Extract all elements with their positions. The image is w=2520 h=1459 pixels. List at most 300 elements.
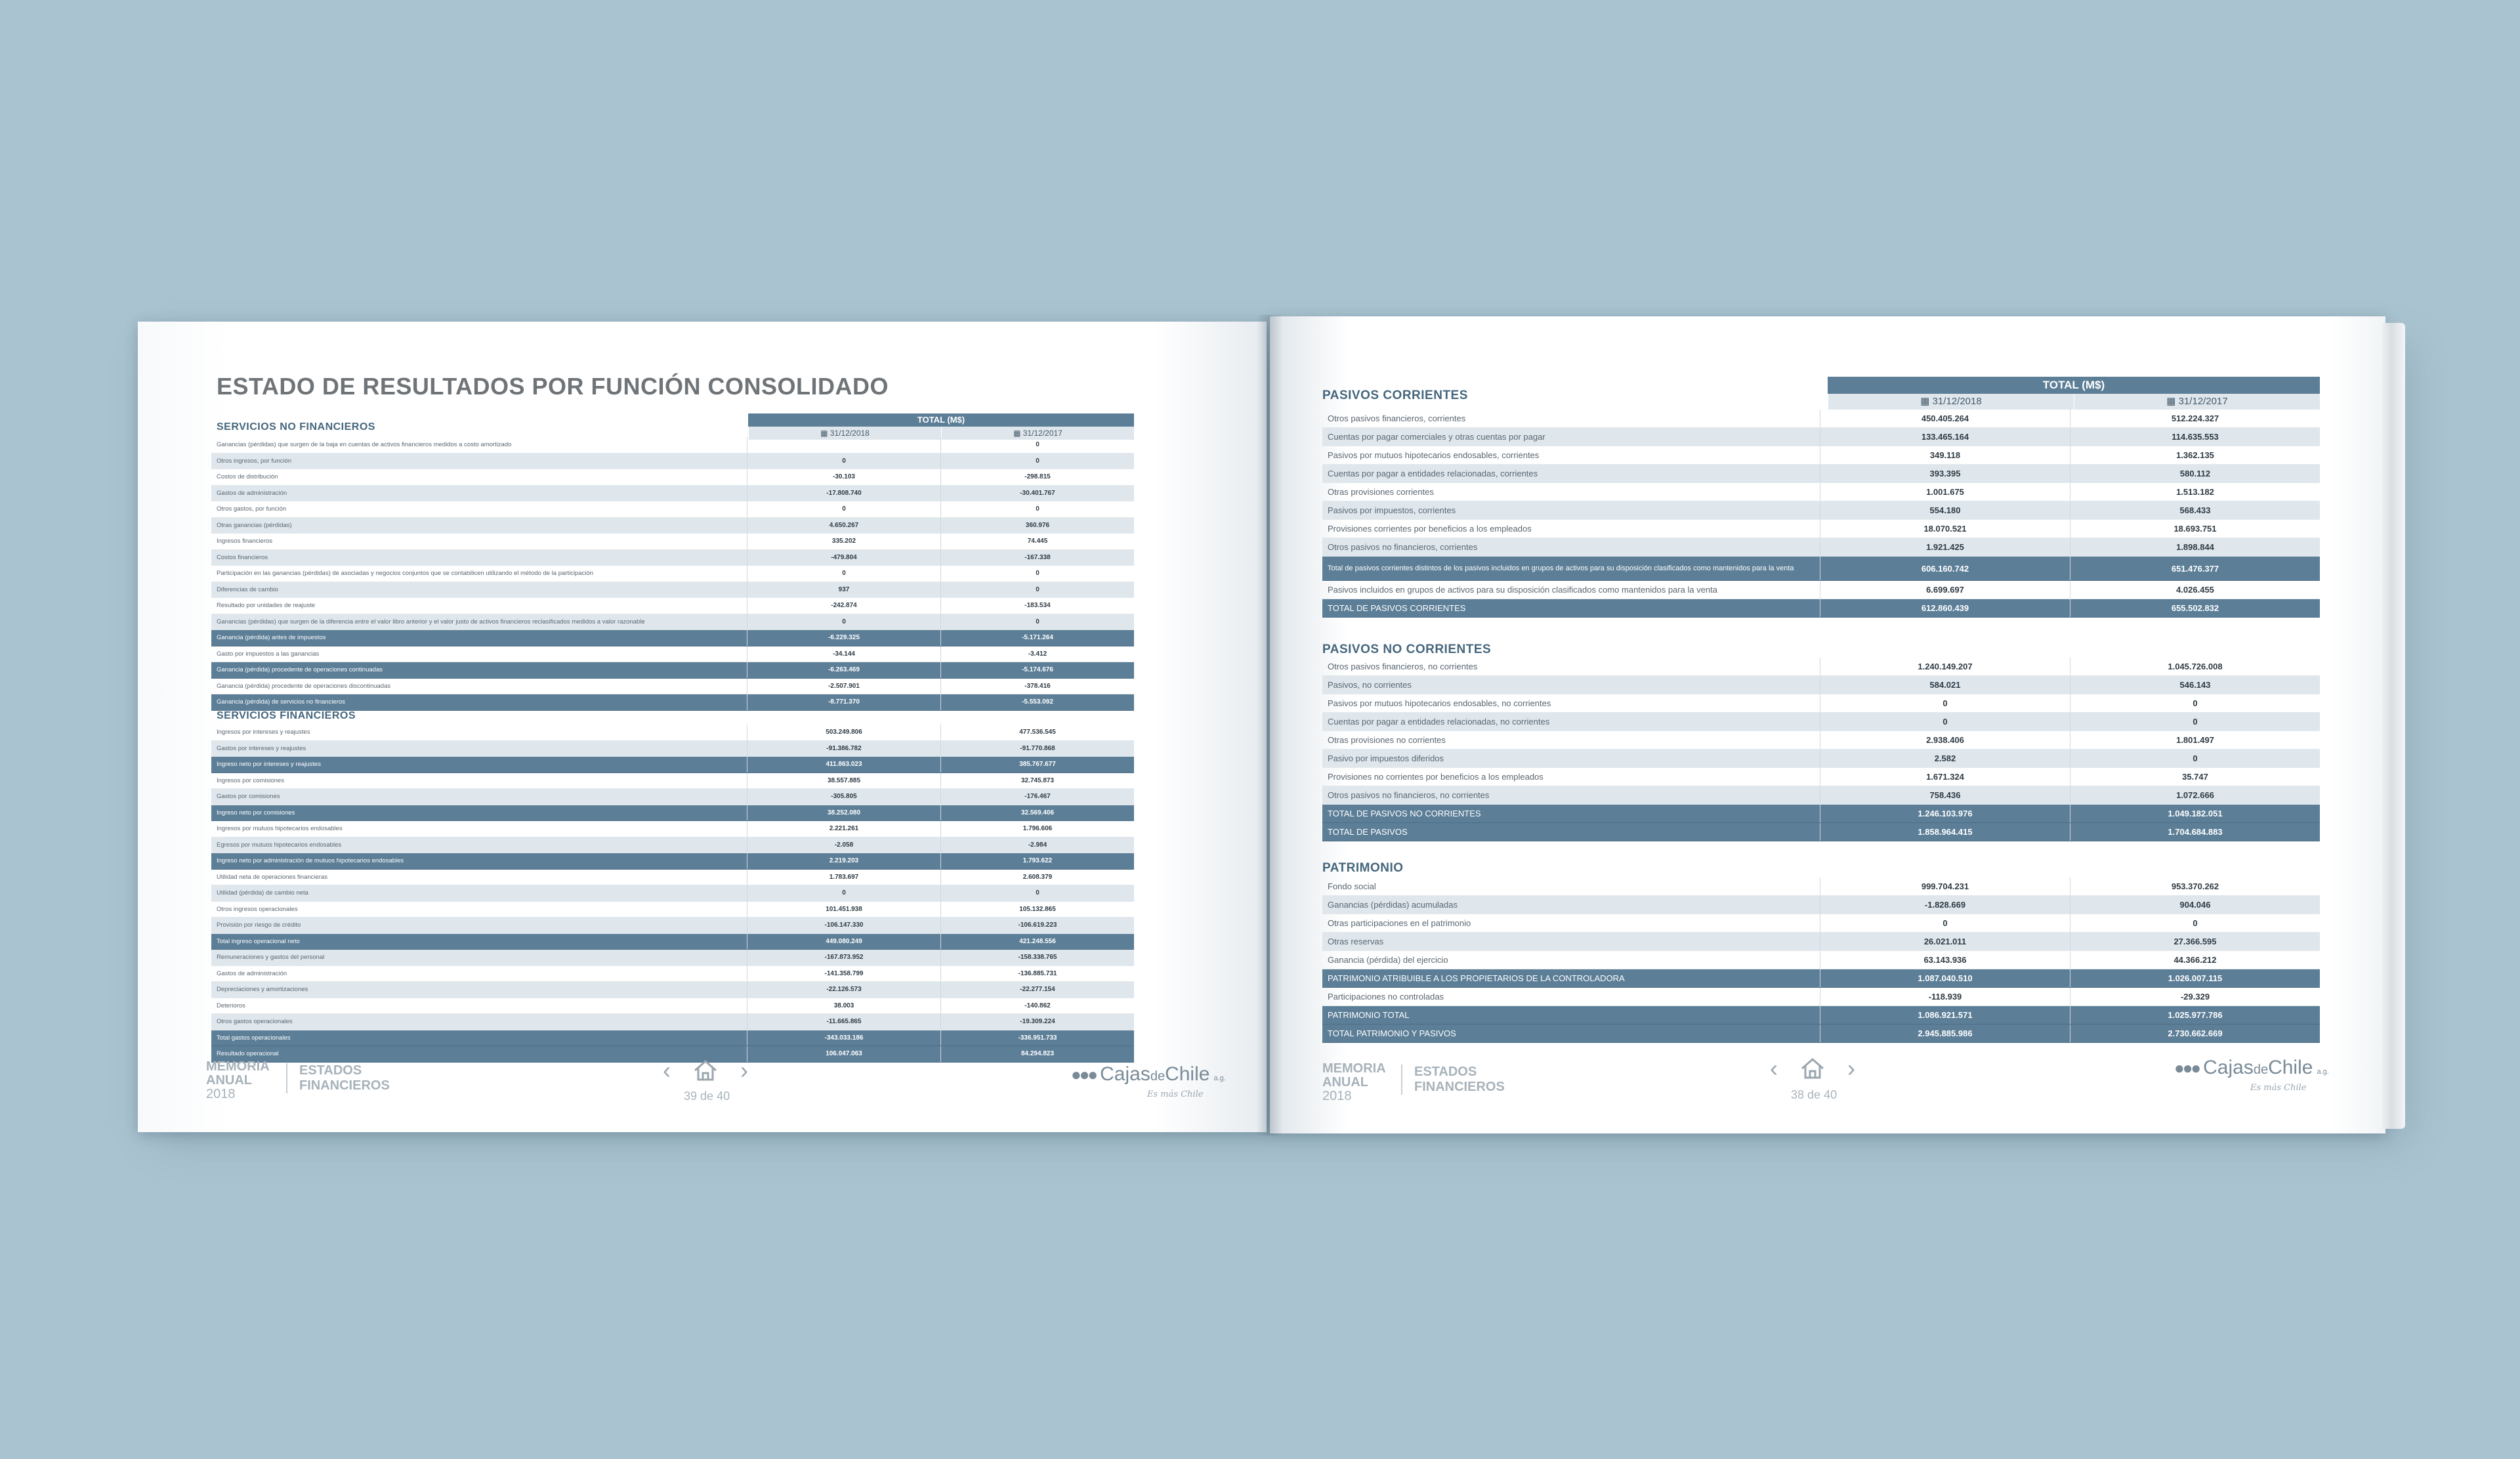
cajas-de-chile-logo: ●●● CajasdeChile a.g. xyxy=(1071,1063,1226,1085)
value-2017: 1.049.182.051 xyxy=(2070,805,2320,822)
value-2017: -30.401.767 xyxy=(940,486,1134,501)
value-2017: -158.338.765 xyxy=(940,950,1134,965)
value-2018: -30.103 xyxy=(747,469,940,485)
table-row xyxy=(211,1030,1134,1047)
value-2017: 512.224.327 xyxy=(2070,410,2320,427)
value-2018: 1.671.324 xyxy=(1820,768,2070,786)
row-label: Gastos por comisiones xyxy=(217,793,280,801)
table-row xyxy=(211,662,1134,679)
right-page xyxy=(1270,316,2385,1133)
row-label: Ganancias (pérdidas) acumuladas xyxy=(1328,900,1458,910)
table-row xyxy=(1322,658,2320,676)
section-pasivos-no-corrientes: PASIVOS NO CORRIENTES xyxy=(1322,643,1492,656)
value-2017: -22.277.154 xyxy=(940,982,1134,998)
value-2018: 4.650.267 xyxy=(747,518,940,534)
row-label: Otras participaciones en el patrimonio xyxy=(1328,918,1471,928)
row-label: Gastos por intereses y reajustes xyxy=(217,744,306,752)
value-2017: 0 xyxy=(940,454,1134,469)
row-label: PATRIMONIO TOTAL xyxy=(1328,1010,1410,1020)
row-label: Utilidad neta de operaciones financieras xyxy=(217,873,327,881)
row-label: Ingresos por mutuos hipotecarios endosables xyxy=(217,825,343,833)
page-number: 39 de 40 xyxy=(684,1089,730,1103)
value-2017: -5.174.676 xyxy=(940,662,1134,678)
row-label: Resultado por unidades de reajuste xyxy=(217,602,315,610)
value-2017: -91.770.868 xyxy=(940,741,1134,757)
value-2017: 953.370.262 xyxy=(2070,878,2320,895)
row-label: Otras provisiones no corrientes xyxy=(1328,735,1446,745)
value-2018: 612.860.439 xyxy=(1820,599,2070,617)
row-label: Ingresos por intereses y reajustes xyxy=(217,729,310,736)
value-2017: 1.072.666 xyxy=(2070,786,2320,804)
table-row xyxy=(1322,914,2320,933)
table-row xyxy=(211,486,1134,502)
row-label: Pasivo por impuestos diferidos xyxy=(1328,753,1444,763)
row-label: PATRIMONIO ATRIBUIBLE A LOS PROPIETARIOS DE LA CONTROLADORA xyxy=(1328,973,1625,983)
page-nav xyxy=(663,1057,748,1084)
value-2017: 32.569.406 xyxy=(940,805,1134,821)
value-2017: 0 xyxy=(940,885,1134,901)
value-2018: 606.160.742 xyxy=(1820,557,2070,580)
value-2017: -183.534 xyxy=(940,598,1134,614)
chevron-left-icon[interactable]: ‹ xyxy=(663,1057,671,1084)
table-row xyxy=(1322,465,2320,483)
row-label: Resultado operacional xyxy=(217,1050,279,1058)
table-row xyxy=(211,821,1134,837)
row-label: Ingreso neto por comisiones xyxy=(217,809,295,816)
right-table-header xyxy=(1828,377,2320,410)
chevron-right-icon[interactable]: › xyxy=(1847,1055,1855,1082)
table-row xyxy=(211,614,1134,631)
row-label: Ingresos financieros xyxy=(217,538,273,545)
value-2017: 0 xyxy=(2070,914,2320,932)
value-2017: 32.745.873 xyxy=(940,773,1134,789)
value-2017: 651.476.377 xyxy=(2070,557,2320,580)
value-2017: 1.025.977.786 xyxy=(2070,1006,2320,1024)
row-label: Provisiones no corrientes por beneficios a los empleados xyxy=(1328,772,1544,782)
value-2018: 106.047.063 xyxy=(747,1046,940,1062)
col-2018-header: ▦ 31/12/2018 xyxy=(748,427,941,440)
value-2018: 38.557.885 xyxy=(747,773,940,789)
value-2018: 0 xyxy=(1820,694,2070,712)
value-2018: 0 xyxy=(747,566,940,581)
row-label: Pasivos por mutuos hipotecarios endosables, no corrientes xyxy=(1328,698,1551,708)
value-2018: 133.465.164 xyxy=(1820,428,2070,446)
table-row xyxy=(1322,520,2320,538)
table-row xyxy=(1322,1006,2320,1025)
value-2017: 105.132.865 xyxy=(940,902,1134,918)
row-label: Ganancia (pérdida) procedente de operaciones discontinuadas xyxy=(217,682,391,690)
row-label: Otros ingresos operacionales xyxy=(217,905,298,913)
table-row xyxy=(1322,805,2320,823)
right-table-1 xyxy=(1322,410,2320,618)
value-2018: 2.938.406 xyxy=(1820,731,2070,749)
table-row xyxy=(211,934,1134,950)
row-label: Gastos de administración xyxy=(217,489,287,497)
section-servicios-financieros: SERVICIOS FINANCIEROS xyxy=(217,710,356,721)
row-label: Ganancias (pérdidas) que surgen de la baja en cuentas de activos financieros medidos a costo amortizado xyxy=(217,441,512,449)
table-row xyxy=(1322,896,2320,914)
brand-tagline: Es más Chile xyxy=(2250,1083,2307,1093)
row-label: Otras ganancias (pérdidas) xyxy=(217,521,292,529)
value-2018: -343.033.186 xyxy=(747,1030,940,1046)
section-pasivos-corrientes: PASIVOS CORRIENTES xyxy=(1322,389,1468,402)
value-2018: -167.873.952 xyxy=(747,950,940,965)
value-2017: 655.502.832 xyxy=(2070,599,2320,617)
calendar-icon: ▦ xyxy=(2166,396,2179,407)
value-2017: 1.026.007.115 xyxy=(2070,969,2320,987)
value-2017: 421.248.556 xyxy=(940,934,1134,950)
chevron-right-icon[interactable]: › xyxy=(740,1057,748,1084)
memoria-anual-label: MEMORIA ANUAL 2018 xyxy=(206,1059,270,1101)
value-2017: 1.362.135 xyxy=(2070,446,2320,464)
table-row xyxy=(211,950,1134,966)
row-label: Pasivos, no corrientes xyxy=(1328,680,1412,690)
table-row xyxy=(1322,823,2320,841)
value-2018: -118.939 xyxy=(1820,988,2070,1005)
estados-financieros-label: ESTADOS FINANCIEROS xyxy=(1401,1065,1505,1095)
value-2018: 38.003 xyxy=(747,998,940,1014)
value-2018: -141.358.799 xyxy=(747,966,940,982)
row-label: Otros pasivos no financieros, no corrientes xyxy=(1328,790,1490,800)
total-header: TOTAL (M$) xyxy=(1828,377,2320,394)
table-row xyxy=(1322,428,2320,446)
value-2017: -106.619.223 xyxy=(940,918,1134,933)
section-servicios-no-financieros: SERVICIOS NO FINANCIEROS xyxy=(217,421,375,433)
home-icon[interactable] xyxy=(1800,1057,1825,1080)
table-row xyxy=(1322,694,2320,713)
table-row xyxy=(211,837,1134,854)
memoria-anual-label: MEMORIA ANUAL 2018 xyxy=(1322,1061,1386,1103)
estados-financieros-label: ESTADOS FINANCIEROS xyxy=(286,1063,390,1093)
book-gutter xyxy=(1257,315,1283,1135)
table-row xyxy=(211,454,1134,470)
page-number: 38 de 40 xyxy=(1791,1088,1838,1101)
col-2018-header: ▦ 31/12/2018 xyxy=(1828,394,2074,410)
row-label: Depreciaciones y amortizaciones xyxy=(217,986,308,994)
value-2018: 1.921.425 xyxy=(1820,538,2070,556)
value-2018: 393.395 xyxy=(1820,465,2070,482)
row-label: Costos de distribución xyxy=(217,473,278,481)
value-2018: 0 xyxy=(1820,914,2070,932)
value-2017: 27.366.595 xyxy=(2070,933,2320,950)
row-label: Otros pasivos financieros, no corrientes xyxy=(1328,662,1478,671)
value-2017: -3.412 xyxy=(940,646,1134,662)
row-label: Pasivos por impuestos, corrientes xyxy=(1328,505,1456,515)
value-2017: 84.294.823 xyxy=(940,1046,1134,1062)
row-label: Pasivos incluidos en grupos de activos para su disposición clasificados como mantenidos para la venta xyxy=(1328,585,1717,595)
row-label: Ganancia (pérdida) procedente de operaciones continuadas xyxy=(217,666,383,674)
value-2017: 1.704.684.883 xyxy=(2070,823,2320,841)
value-2017: 114.635.553 xyxy=(2070,428,2320,446)
value-2018: 554.180 xyxy=(1820,501,2070,519)
table-row xyxy=(211,773,1134,790)
row-label: TOTAL PATRIMONIO Y PASIVOS xyxy=(1328,1028,1456,1038)
value-2017: 0 xyxy=(2070,750,2320,767)
value-2017: 904.046 xyxy=(2070,896,2320,914)
table-row xyxy=(211,598,1134,614)
left-table-header xyxy=(748,413,1134,440)
value-2018: 0 xyxy=(747,614,940,630)
value-2017: 35.747 xyxy=(2070,768,2320,786)
table-row xyxy=(211,679,1134,695)
table-row xyxy=(211,550,1134,566)
row-label: Provisión por riesgo de crédito xyxy=(217,921,301,929)
table-row xyxy=(1322,988,2320,1006)
table-row xyxy=(1322,969,2320,988)
value-2017: 580.112 xyxy=(2070,465,2320,482)
value-2017: -378.416 xyxy=(940,679,1134,694)
row-label: Deterioros xyxy=(217,1002,245,1009)
table-row xyxy=(211,902,1134,918)
row-label: Diferencias de cambio xyxy=(217,585,278,593)
table-row xyxy=(211,469,1134,486)
value-2017: -29.329 xyxy=(2070,988,2320,1005)
row-label: Fondo social xyxy=(1328,881,1376,891)
value-2018: 0 xyxy=(747,501,940,517)
row-label: Total ingreso operacional neto xyxy=(217,937,300,945)
section-patrimonio: PATRIMONIO xyxy=(1322,861,1404,875)
page-title: ESTADO DE RESULTADOS POR FUNCIÓN CONSOLIDADO xyxy=(217,373,889,400)
value-2018: 449.080.249 xyxy=(747,934,940,950)
table-row xyxy=(1322,750,2320,768)
row-label: Ingreso neto por administración de mutuos hipotecarios endosables xyxy=(217,857,404,865)
value-2018: 26.021.011 xyxy=(1820,933,2070,950)
table-row xyxy=(211,582,1134,599)
table-row xyxy=(211,566,1134,582)
value-2018: 335.202 xyxy=(747,534,940,549)
value-2018: -2.507.901 xyxy=(747,679,940,694)
value-2018: -22.126.573 xyxy=(747,982,940,998)
table-row xyxy=(1322,557,2320,581)
row-label: Participaciones no controladas xyxy=(1328,992,1444,1002)
value-2018: 38.252.080 xyxy=(747,805,940,821)
value-2017: -5.553.092 xyxy=(940,694,1134,710)
value-2018: 2.945.885.986 xyxy=(1820,1025,2070,1042)
value-2017: 385.767.677 xyxy=(940,757,1134,772)
home-icon[interactable] xyxy=(693,1059,718,1082)
value-2018: -11.665.865 xyxy=(747,1014,940,1030)
value-2017: 477.536.545 xyxy=(940,725,1134,740)
right-table-2 xyxy=(1322,658,2320,841)
value-2017: 0 xyxy=(940,566,1134,581)
table-row xyxy=(211,1014,1134,1030)
row-label: Ingreso neto por intereses y reajustes xyxy=(217,761,321,769)
table-row xyxy=(211,853,1134,870)
value-2017: 74.445 xyxy=(940,534,1134,549)
table-row xyxy=(1322,731,2320,750)
value-2018: -91.386.782 xyxy=(747,741,940,757)
row-label: Costos financieros xyxy=(217,553,268,561)
value-2018: 101.451.938 xyxy=(747,902,940,918)
right-table-3 xyxy=(1322,878,2320,1043)
value-2017: -5.171.264 xyxy=(940,630,1134,646)
row-label: Total gastos operacionales xyxy=(217,1034,291,1042)
table-row xyxy=(211,501,1134,518)
table-row xyxy=(1322,410,2320,428)
value-2017: 18.693.751 xyxy=(2070,520,2320,538)
value-2017: 4.026.455 xyxy=(2070,581,2320,599)
row-label: TOTAL DE PASIVOS NO CORRIENTES xyxy=(1328,809,1481,818)
row-label: Total de pasivos corrientes distintos de los pasivos incluidos en grupos de activos para su disposición clasificados como mantenidos para la venta xyxy=(1328,564,1794,572)
value-2018: 937 xyxy=(747,582,940,598)
value-2017: 0 xyxy=(940,582,1134,598)
value-2017: -176.467 xyxy=(940,789,1134,805)
value-2017: -336.951.733 xyxy=(940,1030,1134,1046)
table-row xyxy=(211,694,1134,711)
logo-figures-icon: ●●● xyxy=(2174,1058,2200,1078)
value-2018 xyxy=(747,437,940,453)
value-2018: 1.240.149.207 xyxy=(1820,658,2070,675)
value-2017: 1.793.622 xyxy=(940,853,1134,869)
value-2017: 0 xyxy=(940,437,1134,453)
value-2018: 2.219.203 xyxy=(747,853,940,869)
table-row xyxy=(1322,501,2320,520)
value-2017: 2.730.662.669 xyxy=(2070,1025,2320,1042)
table-row xyxy=(211,870,1134,886)
value-2017: -298.815 xyxy=(940,469,1134,485)
value-2017: 1.513.182 xyxy=(2070,483,2320,501)
value-2018: 63.143.936 xyxy=(1820,951,2070,969)
value-2018: -6.263.469 xyxy=(747,662,940,678)
table-row xyxy=(211,518,1134,534)
row-label: Cuentas por pagar a entidades relacionadas, corrientes xyxy=(1328,469,1538,478)
row-label: Gasto por impuestos a las ganancias xyxy=(217,650,320,658)
value-2018: -17.808.740 xyxy=(747,486,940,501)
value-2018: -8.771.370 xyxy=(747,694,940,710)
value-2018: 1.783.697 xyxy=(747,870,940,885)
value-2018: -305.805 xyxy=(747,789,940,805)
row-label: Utilidad (pérdida) de cambio neta xyxy=(217,889,308,897)
value-2017: 0 xyxy=(940,614,1134,630)
value-2017: -136.885.731 xyxy=(940,966,1134,982)
value-2018: 1.246.103.976 xyxy=(1820,805,2070,822)
value-2017: 44.366.212 xyxy=(2070,951,2320,969)
table-row xyxy=(1322,933,2320,951)
value-2017: -19.309.224 xyxy=(940,1014,1134,1030)
table-row xyxy=(1322,951,2320,969)
row-label: Otros ingresos, por función xyxy=(217,457,292,465)
value-2018: 411.863.023 xyxy=(747,757,940,772)
table-row xyxy=(211,630,1134,646)
row-label: TOTAL DE PASIVOS xyxy=(1328,827,1408,837)
table-row xyxy=(211,966,1134,983)
table-row xyxy=(1322,1025,2320,1043)
row-label: Gastos de administración xyxy=(217,969,287,977)
table-row xyxy=(211,646,1134,663)
table-row xyxy=(1322,713,2320,731)
col-2017-header: ▦ 31/12/2017 xyxy=(2074,394,2320,410)
table-row xyxy=(211,757,1134,773)
table-row xyxy=(211,437,1134,454)
left-table-1 xyxy=(211,437,1134,711)
calendar-icon: ▦ xyxy=(820,429,830,438)
table-row xyxy=(211,789,1134,805)
value-2017: 1.796.606 xyxy=(940,821,1134,837)
value-2017: 1.801.497 xyxy=(2070,731,2320,749)
table-row xyxy=(211,741,1134,757)
value-2018: 6.699.697 xyxy=(1820,581,2070,599)
row-label: Ganancia (pérdida) del ejercicio xyxy=(1328,955,1448,965)
value-2018: 450.405.264 xyxy=(1820,410,2070,427)
row-label: Provisiones corrientes por beneficios a los empleados xyxy=(1328,524,1532,534)
row-label: Otros pasivos financieros, corrientes xyxy=(1328,413,1466,423)
value-2018: -106.147.330 xyxy=(747,918,940,933)
value-2018: 2.221.261 xyxy=(747,821,940,837)
value-2017: 1.898.844 xyxy=(2070,538,2320,556)
table-row xyxy=(211,725,1134,741)
value-2017: -2.984 xyxy=(940,837,1134,853)
table-row xyxy=(1322,446,2320,465)
row-label: Otros gastos operacionales xyxy=(217,1018,293,1026)
row-label: Otros pasivos no financieros, corrientes xyxy=(1328,542,1478,552)
table-row xyxy=(1322,676,2320,694)
calendar-icon: ▦ xyxy=(1920,396,1933,407)
value-2018: -2.058 xyxy=(747,837,940,853)
value-2017: -167.338 xyxy=(940,550,1134,566)
value-2017: 360.976 xyxy=(940,518,1134,534)
row-label: Otras reservas xyxy=(1328,937,1384,946)
value-2017: 0 xyxy=(2070,694,2320,712)
table-row xyxy=(211,885,1134,902)
row-label: Cuentas por pagar a entidades relacionadas, no corrientes xyxy=(1328,717,1550,727)
value-2018: 0 xyxy=(1820,713,2070,730)
value-2018: 584.021 xyxy=(1820,676,2070,694)
value-2017: 546.143 xyxy=(2070,676,2320,694)
value-2018: -34.144 xyxy=(747,646,940,662)
row-label: Ganancia (pérdida) de servicios no financieros xyxy=(217,698,345,706)
row-label: Otras provisiones corrientes xyxy=(1328,487,1434,497)
value-2017: 568.433 xyxy=(2070,501,2320,519)
row-label: Remuneraciones y gastos del personal xyxy=(217,954,325,962)
row-label: Ganancia (pérdida) antes de impuestos xyxy=(217,634,326,642)
row-label: Participación en las ganancias (pérdidas) de asociadas y negocios conjuntos que se contabilicen utilizando el método de la participación xyxy=(217,570,594,578)
table-row xyxy=(1322,599,2320,618)
table-row xyxy=(211,918,1134,934)
col-2017-header: ▦ 31/12/2017 xyxy=(941,427,1134,440)
value-2018: 18.070.521 xyxy=(1820,520,2070,538)
value-2018: 503.249.806 xyxy=(747,725,940,740)
cajas-de-chile-logo: ●●● CajasdeChile a.g. xyxy=(2174,1057,2329,1078)
row-label: Pasivos por mutuos hipotecarios endosables, corrientes xyxy=(1328,450,1540,460)
row-label: Cuentas por pagar comerciales y otras cuentas por pagar xyxy=(1328,432,1545,442)
table-row xyxy=(1322,768,2320,786)
value-2018: 1.087.040.510 xyxy=(1820,969,2070,987)
row-label: Egresos por mutuos hipotecarios endosables xyxy=(217,841,342,849)
value-2018: 0 xyxy=(747,454,940,469)
value-2018: 999.704.231 xyxy=(1820,878,2070,895)
total-header: TOTAL (M$) xyxy=(748,413,1134,427)
value-2017: 0 xyxy=(2070,713,2320,730)
value-2018: 758.436 xyxy=(1820,786,2070,804)
table-row xyxy=(211,982,1134,998)
row-label: Otros gastos, por función xyxy=(217,505,287,513)
page-stack-edge xyxy=(2382,323,2405,1129)
value-2018: 0 xyxy=(747,885,940,901)
value-2017: 2.608.379 xyxy=(940,870,1134,885)
brand-tagline: Es más Chile xyxy=(1147,1089,1204,1099)
value-2017: 1.045.726.008 xyxy=(2070,658,2320,675)
value-2018: 1.086.921.571 xyxy=(1820,1006,2070,1024)
value-2017: -140.862 xyxy=(940,998,1134,1014)
table-row xyxy=(1322,538,2320,557)
chevron-left-icon[interactable]: ‹ xyxy=(1770,1055,1778,1082)
row-label: Ganancias (pérdidas) que surgen de la diferencia entre el valor libro anterior y el valor justo de activos financieros reclasificados medidos a valor razonable xyxy=(217,618,645,625)
value-2018: 1.001.675 xyxy=(1820,483,2070,501)
calendar-icon: ▦ xyxy=(1013,429,1023,438)
left-table-2 xyxy=(211,725,1134,1063)
value-2018: -479.804 xyxy=(747,550,940,566)
row-label: Ingresos por comisiones xyxy=(217,776,284,784)
